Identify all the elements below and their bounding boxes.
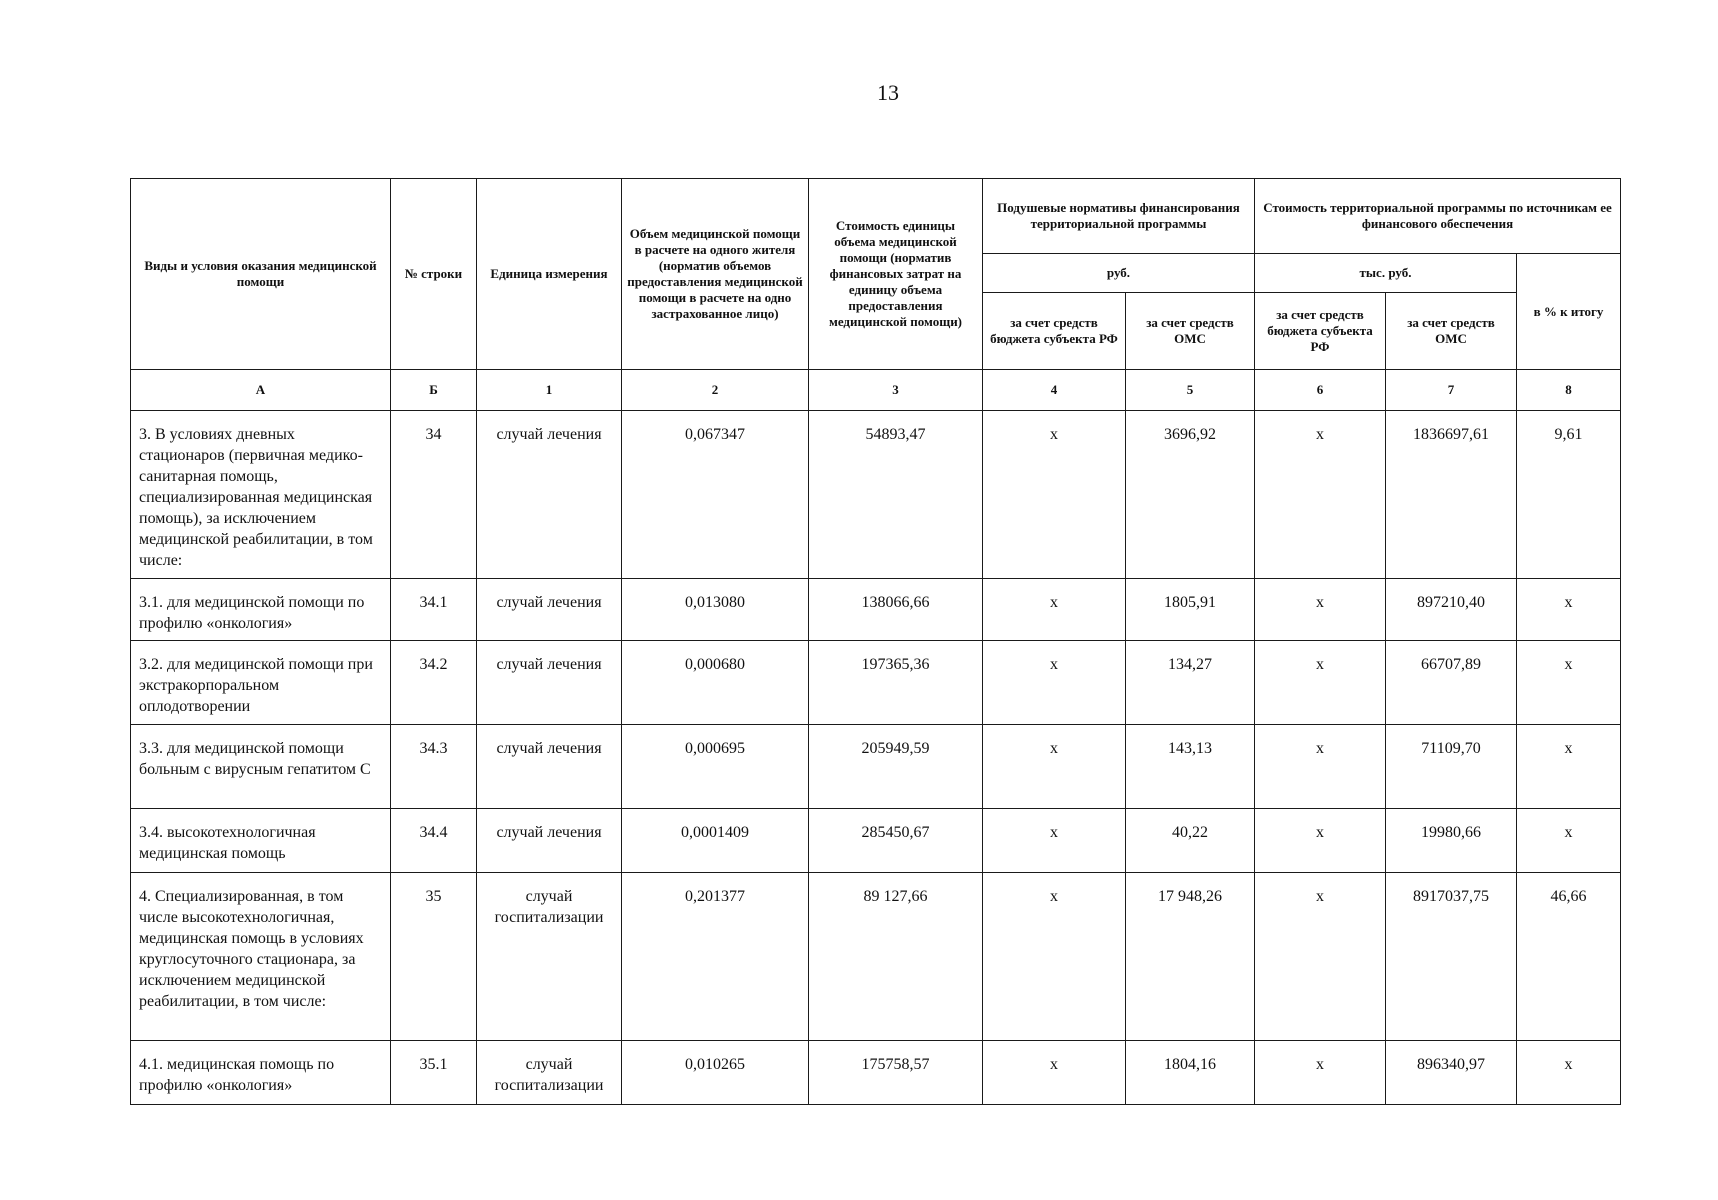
row-unit: случай госпитализации: [477, 873, 622, 1041]
row-volume: 0,000680: [622, 641, 809, 725]
row-percent: х: [1517, 725, 1621, 809]
row-percent: 46,66: [1517, 873, 1621, 1041]
row-volume: 0,000695: [622, 725, 809, 809]
row-unit-cost: 285450,67: [809, 809, 983, 873]
row-budget-per-capita: х: [983, 641, 1126, 725]
financing-table: [130, 178, 1621, 1105]
row-budget-total: х: [1255, 873, 1386, 1041]
index-cell: 7: [1386, 370, 1517, 411]
row-number: 34.1: [391, 579, 477, 641]
index-cell: А: [131, 370, 391, 411]
row-volume: 0,201377: [622, 873, 809, 1041]
row-volume: 0,013080: [622, 579, 809, 641]
header-col-4: за счет средств бюджета субъекта РФ: [983, 293, 1126, 370]
index-cell: 1: [477, 370, 622, 411]
row-number: 34.2: [391, 641, 477, 725]
row-oms-total: 19980,66: [1386, 809, 1517, 873]
row-volume: 0,067347: [622, 411, 809, 579]
index-cell: 8: [1517, 370, 1621, 411]
row-oms-per-capita: 3696,92: [1126, 411, 1255, 579]
table-row: [131, 641, 1621, 725]
row-oms-per-capita: 134,27: [1126, 641, 1255, 725]
row-budget-per-capita: х: [983, 1041, 1126, 1105]
row-number: 34.3: [391, 725, 477, 809]
row-oms-total: 8917037,75: [1386, 873, 1517, 1041]
table-body: [131, 411, 1621, 1105]
row-oms-total: 71109,70: [1386, 725, 1517, 809]
header-col-7: за счет средств ОМС: [1386, 293, 1517, 370]
row-oms-total: 66707,89: [1386, 641, 1517, 725]
table-row: [131, 725, 1621, 809]
header-unit-thous-rub: тыс. руб.: [1255, 254, 1517, 293]
row-oms-per-capita: 40,22: [1126, 809, 1255, 873]
table-row: [131, 579, 1621, 641]
row-percent: х: [1517, 641, 1621, 725]
row-number: 34: [391, 411, 477, 579]
header-col-2: Объем медицинской помощи в расчете на одного жителя (норматив объемов предоставления медицинской помощи в расчете на одно застрахованное лицо): [622, 179, 809, 370]
row-unit-cost: 138066,66: [809, 579, 983, 641]
row-name: 4.1. медицинская помощь по профилю «онкология»: [131, 1041, 391, 1105]
table-row: [131, 1041, 1621, 1105]
row-percent: 9,61: [1517, 411, 1621, 579]
table-row: [131, 411, 1621, 579]
index-cell: 5: [1126, 370, 1255, 411]
row-unit-cost: 89 127,66: [809, 873, 983, 1041]
row-name: 3.4. высокотехнологичная медицинская помощь: [131, 809, 391, 873]
row-budget-total: х: [1255, 641, 1386, 725]
row-unit: случай лечения: [477, 641, 622, 725]
row-volume: 0,0001409: [622, 809, 809, 873]
row-unit-cost: 205949,59: [809, 725, 983, 809]
header-col-b: № строки: [391, 179, 477, 370]
header-col-3: Стоимость единицы объема медицинской помощи (норматив финансовых затрат на единицу объема предоставления медицинской помощи): [809, 179, 983, 370]
index-cell: 3: [809, 370, 983, 411]
header-col-6: за счет средств бюджета субъекта РФ: [1255, 293, 1386, 370]
row-unit: случай лечения: [477, 809, 622, 873]
row-name: 3.1. для медицинской помощи по профилю «онкология»: [131, 579, 391, 641]
table-row: [131, 873, 1621, 1041]
row-name: 4. Специализированная, в том числе высокотехнологичная, медицинская помощь в условиях круглосуточного стационара, за исключением медицинской реабилитации, в том числе:: [131, 873, 391, 1041]
row-percent: х: [1517, 809, 1621, 873]
row-oms-per-capita: 1804,16: [1126, 1041, 1255, 1105]
row-budget-total: х: [1255, 579, 1386, 641]
row-unit: случай госпитализации: [477, 1041, 622, 1105]
row-budget-total: х: [1255, 725, 1386, 809]
row-unit: случай лечения: [477, 579, 622, 641]
row-number: 35: [391, 873, 477, 1041]
header-col-5: за счет средств ОМС: [1126, 293, 1255, 370]
row-budget-per-capita: х: [983, 873, 1126, 1041]
row-name: 3.2. для медицинской помощи при экстракорпоральном оплодотворении: [131, 641, 391, 725]
row-name: 3.3. для медицинской помощи больным с вирусным гепатитом С: [131, 725, 391, 809]
row-number: 34.4: [391, 809, 477, 873]
header-group-per-capita: Подушевые нормативы финансирования территориальной программы: [983, 179, 1255, 254]
row-budget-per-capita: х: [983, 809, 1126, 873]
index-cell: Б: [391, 370, 477, 411]
row-percent: х: [1517, 579, 1621, 641]
row-budget-per-capita: х: [983, 579, 1126, 641]
row-unit-cost: 175758,57: [809, 1041, 983, 1105]
row-budget-total: х: [1255, 1041, 1386, 1105]
row-budget-total: х: [1255, 411, 1386, 579]
row-unit: случай лечения: [477, 411, 622, 579]
row-oms-per-capita: 17 948,26: [1126, 873, 1255, 1041]
header-unit-rub: руб.: [983, 254, 1255, 293]
table-header: [131, 179, 1621, 411]
row-volume: 0,010265: [622, 1041, 809, 1105]
row-oms-per-capita: 143,13: [1126, 725, 1255, 809]
row-percent: х: [1517, 1041, 1621, 1105]
row-budget-per-capita: х: [983, 725, 1126, 809]
row-number: 35.1: [391, 1041, 477, 1105]
row-unit-cost: 197365,36: [809, 641, 983, 725]
page-number: 13: [877, 80, 899, 105]
index-cell: 6: [1255, 370, 1386, 411]
header-col-8: в % к итогу: [1517, 254, 1621, 370]
index-cell: 4: [983, 370, 1126, 411]
table-row: [131, 809, 1621, 873]
column-index-row: [131, 370, 1621, 411]
row-oms-per-capita: 1805,91: [1126, 579, 1255, 641]
header-group-program-cost: Стоимость территориальной программы по источникам ее финансового обеспечения: [1255, 179, 1621, 254]
row-oms-total: 897210,40: [1386, 579, 1517, 641]
header-col-1: Единица измерения: [477, 179, 622, 370]
row-oms-total: 896340,97: [1386, 1041, 1517, 1105]
row-oms-total: 1836697,61: [1386, 411, 1517, 579]
row-unit: случай лечения: [477, 725, 622, 809]
row-budget-total: х: [1255, 809, 1386, 873]
row-name: 3. В условиях дневных стационаров (первичная медико-санитарная помощь, специализированная медицинская помощь), за исключением медицинской реабилитации, в том числе:: [131, 411, 391, 579]
row-budget-per-capita: х: [983, 411, 1126, 579]
header-col-a: Виды и условия оказания медицинской помощи: [131, 179, 391, 370]
index-cell: 2: [622, 370, 809, 411]
row-unit-cost: 54893,47: [809, 411, 983, 579]
